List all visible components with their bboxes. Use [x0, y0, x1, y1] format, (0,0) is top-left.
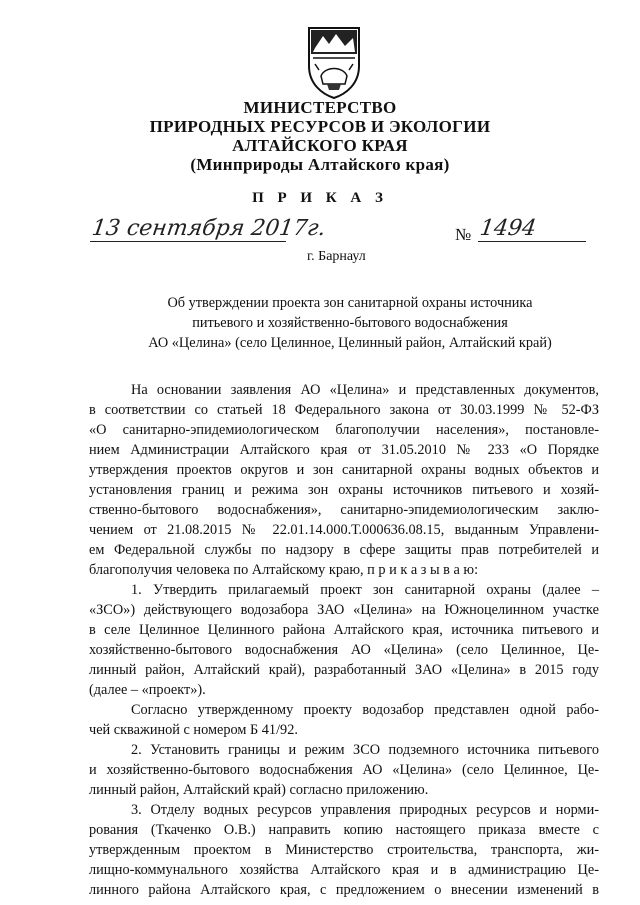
body-line: утверждения проектов округов и зон санитарной охраны водных объектов и [89, 462, 599, 478]
body-line: 2. Установить границы и режим ЗСО подземного источника питьевого [131, 742, 599, 758]
date-underline [90, 241, 286, 242]
coat-of-arms-emblem [301, 26, 367, 100]
clause-1-paragraph [89, 580, 599, 700]
body-line: хозяйственно-бытового водоснабжения АО «Целина» (село Целинное, Це- [89, 642, 599, 658]
body-line: Согласно утвержденному проекту водозабор представлен одной рабо- [131, 702, 599, 718]
number-sign: № [455, 225, 472, 244]
ministry-short-name: (Минприроды Алтайского края) [190, 155, 450, 174]
body-line: рования (Ткаченко О.В.) направить копию настоящего приказа вместе с [89, 822, 599, 838]
body-line: линный район, Алтайский край), разработанный ЗАО «Целина» в 2015 году [89, 662, 599, 678]
body-line: в селе Целинное Целинного района Алтайского края, источника питьевого и [89, 622, 599, 638]
subject-line: питьевого и хозяйственно-бытового водоснабжения [192, 315, 508, 331]
body-line: лищно-коммунального хозяйства Алтайского края и в администрацию Це- [89, 862, 599, 878]
body-line: чей скважиной с номером Б 41/92. [89, 722, 298, 738]
subject-line: АО «Целина» (село Целинное, Целинный район, Алтайский край) [148, 335, 552, 351]
ministry-title-line2: ПРИРОДНЫХ РЕСУРСОВ И ЭКОЛОГИИ [149, 117, 491, 136]
document-subject [140, 293, 560, 353]
clause-3-paragraph [89, 800, 599, 900]
body-line: благополучия человека по Алтайскому краю, п р и к а з ы в а ю: [89, 562, 479, 578]
body-line: 1. Утвердить прилагаемый проект зон санитарной охраны (далее – [131, 582, 599, 598]
body-line: в соответствии со статьей 18 Федерального закона от 30.03.1999 № 52-ФЗ [89, 402, 599, 418]
body-line: нием Администрации Алтайского края от 31.05.2010 № 233 «О Порядке [89, 442, 599, 458]
body-line: ственно-бытового водоснабжения», санитарно-эпидемиологическим заклю- [89, 502, 599, 518]
preamble-paragraph [89, 380, 599, 580]
body-line: 3. Отделу водных ресурсов управления природных ресурсов и норми- [131, 802, 599, 818]
body-line: ем Федеральной службы по надзору в сфере защиты прав потребителей и [89, 542, 599, 558]
city-label: г. Барнаул [307, 249, 366, 264]
body-line: чением от 21.08.2015 № 22.01.14.000.Т.000636.08.15, выданным Управлени- [89, 522, 599, 538]
ministry-title-line1: МИНИСТЕРСТВО [243, 98, 397, 117]
document-type: П Р И К А З [252, 190, 388, 206]
body-line: «О санитарно-эпидемиологическом благополучии населения», постановле- [89, 422, 599, 438]
number-underline [478, 241, 586, 242]
ministry-title-line3: АЛТАЙСКОГО КРАЯ [232, 136, 408, 155]
body-line: линного района Алтайского края, с предложением о внесении изменений в [89, 882, 599, 898]
handwritten-number: 1494 [478, 216, 538, 241]
body-line: линный район, Алтайский край) согласно приложению. [89, 782, 429, 798]
body-line: утвержденным проектом в Министерство строительства, транспорта, жи- [89, 842, 599, 858]
clause-1-note-paragraph [89, 700, 599, 740]
subject-line: Об утверждении проекта зон санитарной охраны источника [167, 295, 533, 311]
body-line: «ЗСО») действующего водозабора ЗАО «Целина» на Южноцелинном участке [89, 602, 599, 618]
body-line: установления границ и режима зон охраны источников питьевого и хозяй- [89, 482, 599, 498]
body-line: (далее – «проект»). [89, 682, 206, 698]
body-line: и хозяйственно-бытового водоснабжения АО «Целина» (село Целинное, Це- [89, 762, 599, 778]
clause-2-paragraph [89, 740, 599, 800]
body-line: На основании заявления АО «Целина» и представленных документов, [131, 382, 599, 398]
handwritten-date: 13 сентября 2017г. [90, 216, 328, 241]
